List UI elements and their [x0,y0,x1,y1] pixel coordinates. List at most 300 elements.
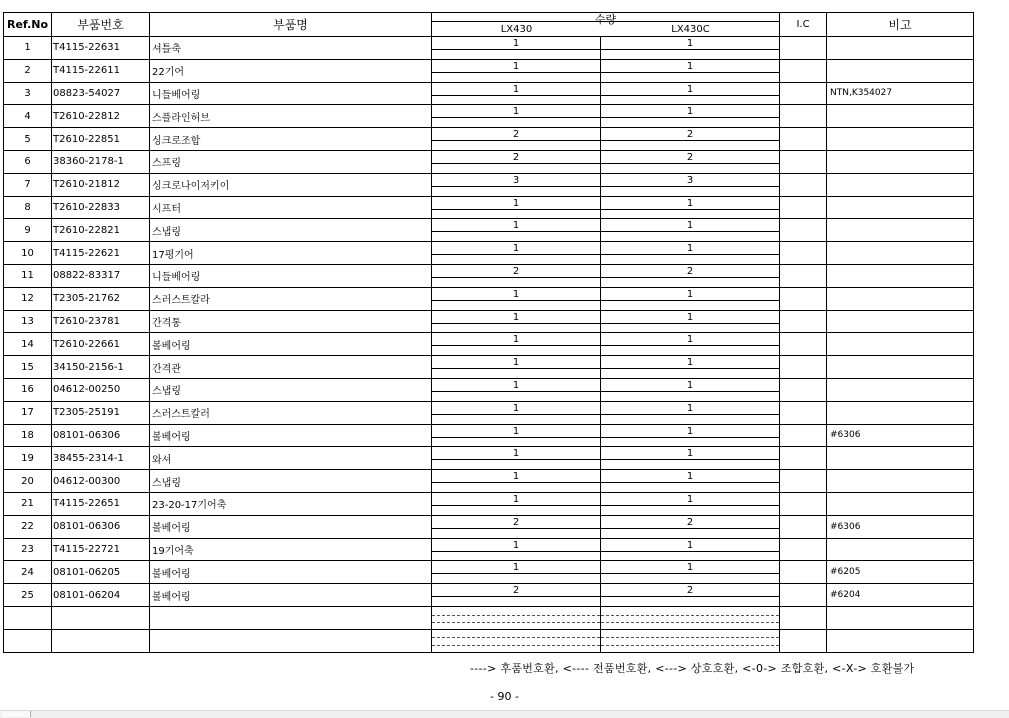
quantity-line [432,140,600,141]
qty-lx430c-cell [601,242,780,265]
qty-lx430-cell [432,150,601,173]
ic-cell [780,629,827,652]
part-number-cell: T2610-22661 [52,333,150,356]
quantity-line [432,323,600,324]
ref-no-cell: 21 [4,492,52,515]
qty-lx430c-cell-value: 1 [686,311,694,323]
note-cell: #6204 [827,584,974,607]
part-name-cell: 니들베어링 [150,264,432,287]
part-number-cell [52,606,150,629]
ref-no-cell: 8 [4,196,52,219]
qty-lx430-cell-value: 1 [512,448,520,460]
qty-lx430-cell-value: 1 [512,379,520,391]
note-cell [827,105,974,128]
blank-row [4,606,974,629]
quantity-line [601,345,779,346]
quantity-line [601,186,779,187]
qty-lx430-cell [432,606,601,629]
qty-lx430c-cell [601,333,780,356]
ic-cell [780,378,827,401]
header-model-lx430c: LX430C [671,24,710,35]
qty-lx430c-cell [601,561,780,584]
ref-no-cell: 12 [4,287,52,310]
qty-lx430c-cell [601,128,780,151]
note-cell [827,356,974,379]
part-name-cell: 볼베어링 [150,561,432,584]
note-cell [827,447,974,470]
qty-lx430-cell [432,333,601,356]
quantity-guide-line [601,645,779,646]
qty-lx430c-cell-value: 2 [686,516,694,528]
ref-no-cell: 1 [4,37,52,60]
qty-lx430c-cell-value: 1 [686,379,694,391]
qty-lx430-cell-value: 1 [512,197,520,209]
ic-cell [780,219,827,242]
part-name-cell: 17평기어 [150,242,432,265]
ref-no-cell: 16 [4,378,52,401]
part-number-cell: 08101-06306 [52,424,150,447]
note-cell [827,378,974,401]
quantity-line [432,482,600,483]
qty-lx430-cell-value: 1 [512,471,520,483]
ic-cell [780,538,827,561]
part-name-cell [150,606,432,629]
quantity-line [432,391,600,392]
quantity-line [432,459,600,460]
qty-lx430c-cell-value: 1 [686,471,694,483]
part-name-cell: 니들베어링 [150,82,432,105]
part-name-cell: 스냅링 [150,470,432,493]
header-part-number: 부품번호 [52,13,150,37]
part-name-cell: 스러스트칼러 [150,401,432,424]
part-number-cell: T4115-22621 [52,242,150,265]
header-ic: I.C [780,13,827,37]
ref-no-cell: 24 [4,561,52,584]
ref-no-cell: 17 [4,401,52,424]
header-ref-no: Ref.No [4,13,52,37]
ref-no-cell: 20 [4,470,52,493]
table-row [4,424,974,447]
ic-cell [780,333,827,356]
ref-no-cell: 13 [4,310,52,333]
part-number-cell: 08101-06205 [52,561,150,584]
qty-lx430-cell [432,242,601,265]
ic-cell [780,447,827,470]
ref-no-cell [4,606,52,629]
qty-lx430c-cell [601,447,780,470]
header-quantity-divider [432,21,779,22]
part-name-cell: 스냅링 [150,219,432,242]
part-number-cell: 08822-83317 [52,264,150,287]
ic-cell [780,310,827,333]
note-cell [827,150,974,173]
quantity-guide-line [432,645,600,646]
note-cell: #6205 [827,561,974,584]
quantity-line [432,277,600,278]
quantity-line [601,391,779,392]
part-name-cell: 와셔 [150,447,432,470]
header-note: 비고 [827,13,974,37]
note-cell [827,401,974,424]
part-name-cell: 스러스트칼라 [150,287,432,310]
qty-lx430c-cell-value: 1 [686,106,694,118]
qty-lx430-cell [432,561,601,584]
qty-lx430c-cell [601,37,780,60]
qty-lx430-cell-value: 1 [512,334,520,346]
table-row [4,287,974,310]
qty-lx430-cell [432,378,601,401]
note-cell: NTN,K354027 [827,82,974,105]
qty-lx430c-cell-value: 1 [686,243,694,255]
quantity-line [432,505,600,506]
ic-cell [780,356,827,379]
qty-lx430-cell-value: 2 [512,129,520,141]
ref-no-cell: 4 [4,105,52,128]
ic-cell [780,82,827,105]
note-cell: #6306 [827,515,974,538]
blank-row [4,629,974,652]
qty-lx430c-cell-value: 1 [686,83,694,95]
qty-lx430c-cell-value: 1 [686,493,694,505]
ic-cell [780,264,827,287]
note-cell [827,264,974,287]
qty-lx430c-cell [601,629,780,652]
part-name-cell: 볼베어링 [150,424,432,447]
header-part-name: 부품명 [150,13,432,37]
sheet-tab[interactable] [2,711,31,717]
ref-no-cell: 6 [4,150,52,173]
ref-no-cell [4,629,52,652]
qty-lx430c-cell-value: 2 [686,265,694,277]
quantity-line [601,551,779,552]
part-number-cell: T4115-22651 [52,492,150,515]
note-cell [827,333,974,356]
quantity-guide-line [432,637,600,638]
qty-lx430c-cell-value: 3 [686,174,694,186]
table-row [4,242,974,265]
quantity-line [601,300,779,301]
part-name-cell: 싱크로조합 [150,128,432,151]
ref-no-cell: 19 [4,447,52,470]
note-cell [827,173,974,196]
qty-lx430-cell [432,515,601,538]
qty-lx430c-cell [601,196,780,219]
part-name-cell: 19기어축 [150,538,432,561]
quantity-line [432,300,600,301]
ic-cell [780,59,827,82]
part-name-cell: 22기어 [150,59,432,82]
part-number-cell: T2305-25191 [52,401,150,424]
qty-lx430c-cell-value: 1 [686,562,694,574]
ref-no-cell: 9 [4,219,52,242]
table-row [4,59,974,82]
part-name-cell [150,629,432,652]
qty-lx430-cell [432,219,601,242]
qty-lx430c-cell-value: 2 [686,129,694,141]
table-row [4,37,974,60]
qty-lx430c-cell-value: 1 [686,425,694,437]
ic-cell [780,492,827,515]
table-header-row [4,13,974,37]
ref-no-cell: 2 [4,59,52,82]
quantity-line [432,551,600,552]
qty-lx430c-cell-value: 1 [686,38,694,49]
part-number-cell [52,629,150,652]
qty-lx430-cell-value: 1 [512,493,520,505]
part-number-cell: T4115-22611 [52,59,150,82]
ref-no-cell: 23 [4,538,52,561]
note-cell [827,242,974,265]
table-row [4,447,974,470]
qty-lx430c-cell-value: 1 [686,220,694,232]
ic-cell [780,196,827,219]
quantity-line [601,95,779,96]
table-row [4,105,974,128]
quantity-line [601,573,779,574]
part-number-cell: T4115-22721 [52,538,150,561]
quantity-line [601,231,779,232]
qty-lx430c-cell [601,173,780,196]
table-row [4,128,974,151]
qty-lx430c-cell-value: 1 [686,334,694,346]
qty-lx430-cell-value: 2 [512,585,520,597]
ic-cell [780,584,827,607]
qty-lx430c-cell [601,470,780,493]
part-number-cell: 04612-00300 [52,470,150,493]
ic-cell [780,424,827,447]
note-cell [827,219,974,242]
qty-lx430-cell [432,424,601,447]
quantity-line [432,72,600,73]
part-number-cell: 34150-2156-1 [52,356,150,379]
quantity-line [432,437,600,438]
table-row [4,470,974,493]
qty-lx430c-cell-value: 1 [686,197,694,209]
part-name-cell: 간격통 [150,310,432,333]
table-row [4,561,974,584]
parts-table [3,12,974,653]
part-name-cell: 스냅링 [150,378,432,401]
qty-lx430c-cell [601,105,780,128]
qty-lx430c-cell [601,378,780,401]
part-number-cell: 04612-00250 [52,378,150,401]
qty-lx430-cell-value: 1 [512,60,520,72]
table-row [4,173,974,196]
qty-lx430c-cell [601,401,780,424]
table-row [4,310,974,333]
quantity-line [601,528,779,529]
ic-cell [780,128,827,151]
note-cell [827,37,974,60]
table-row [4,401,974,424]
qty-lx430c-cell [601,150,780,173]
ic-cell [780,287,827,310]
qty-lx430-cell-value: 1 [512,220,520,232]
qty-lx430-cell-value: 1 [512,288,520,300]
qty-lx430-cell [432,310,601,333]
ic-cell [780,37,827,60]
ref-no-cell: 10 [4,242,52,265]
note-cell [827,59,974,82]
table-row [4,196,974,219]
quantity-line [432,186,600,187]
quantity-line [601,72,779,73]
part-number-cell: T2610-22812 [52,105,150,128]
qty-lx430c-cell [601,606,780,629]
qty-lx430c-cell [601,492,780,515]
qty-lx430c-cell [601,515,780,538]
table-row [4,333,974,356]
ic-cell [780,150,827,173]
header-model-lx430: LX430 [500,24,533,35]
note-cell [827,128,974,151]
quantity-line [601,140,779,141]
qty-lx430-cell-value: 1 [512,106,520,118]
quantity-guide-line [601,637,779,638]
qty-lx430-cell [432,401,601,424]
quantity-line [432,254,600,255]
ic-cell [780,173,827,196]
qty-lx430c-cell [601,584,780,607]
part-number-cell: 08823-54027 [52,82,150,105]
ref-no-cell: 11 [4,264,52,287]
qty-lx430-cell [432,492,601,515]
table-row [4,82,974,105]
qty-lx430-cell-value: 1 [512,539,520,551]
note-cell [827,606,974,629]
quantity-line [601,459,779,460]
qty-lx430c-cell [601,310,780,333]
qty-lx430-cell [432,196,601,219]
qty-lx430c-cell-value: 1 [686,60,694,72]
qty-lx430c-cell [601,219,780,242]
quantity-line [601,437,779,438]
ic-cell [780,606,827,629]
qty-lx430-cell-value: 1 [512,562,520,574]
qty-lx430-cell [432,173,601,196]
qty-lx430-cell-value: 1 [512,83,520,95]
part-name-cell: 간격관 [150,356,432,379]
header-quantity-label: 수량 [594,13,617,26]
qty-lx430c-cell-value: 1 [686,539,694,551]
qty-lx430c-cell-value: 1 [686,357,694,369]
ref-no-cell: 25 [4,584,52,607]
quantity-line [601,254,779,255]
qty-lx430-cell [432,470,601,493]
part-number-cell: T2610-21812 [52,173,150,196]
ic-cell [780,242,827,265]
quantity-guide-line [432,615,600,616]
ref-no-cell: 18 [4,424,52,447]
quantity-line [601,323,779,324]
qty-lx430c-cell [601,356,780,379]
part-name-cell: 스플라인허브 [150,105,432,128]
quantity-guide-line [432,622,600,623]
quantity-line [601,117,779,118]
ic-cell [780,561,827,584]
ref-no-cell: 3 [4,82,52,105]
qty-lx430-cell-value: 2 [512,151,520,163]
qty-lx430-cell [432,128,601,151]
quantity-line [432,345,600,346]
part-number-cell: T2610-22833 [52,196,150,219]
part-number-cell: 38360-2178-1 [52,150,150,173]
qty-lx430-cell-value: 1 [512,38,520,49]
note-cell [827,492,974,515]
qty-lx430-cell-value: 2 [512,516,520,528]
quantity-line [601,414,779,415]
quantity-line [432,573,600,574]
qty-lx430c-cell-value: 1 [686,402,694,414]
part-number-cell: T2610-22851 [52,128,150,151]
table-row [4,538,974,561]
note-cell [827,538,974,561]
qty-lx430c-cell-value: 1 [686,288,694,300]
ic-cell [780,515,827,538]
qty-lx430-cell [432,287,601,310]
table-row [4,264,974,287]
table-row [4,492,974,515]
part-name-cell: 23-20-17기어축 [150,492,432,515]
qty-lx430c-cell-value: 2 [686,151,694,163]
part-name-cell: 스프링 [150,150,432,173]
qty-lx430c-cell [601,82,780,105]
note-cell [827,287,974,310]
qty-lx430-cell [432,82,601,105]
ref-no-cell: 15 [4,356,52,379]
qty-lx430-cell [432,356,601,379]
quantity-line [601,209,779,210]
page-number: - 90 - [490,690,519,703]
quantity-line [601,482,779,483]
note-cell [827,196,974,219]
part-name-cell: 볼베어링 [150,584,432,607]
quantity-line [601,277,779,278]
interchange-legend: ----> 후품번호환, <---- 전품번호환, <---> 상호호환, <-0-> 조합호환, <-X-> 호환불가 [470,662,915,675]
quantity-line [432,231,600,232]
ref-no-cell: 14 [4,333,52,356]
quantity-line [432,368,600,369]
quantity-guide-line [601,615,779,616]
quantity-line [601,368,779,369]
ref-no-cell: 5 [4,128,52,151]
part-number-cell: 08101-06204 [52,584,150,607]
qty-lx430-cell-value: 3 [512,174,520,186]
ic-cell [780,105,827,128]
quantity-line [601,596,779,597]
qty-lx430-cell [432,264,601,287]
part-name-cell: 셔틀축 [150,37,432,60]
part-name-cell: 시프터 [150,196,432,219]
part-name-cell: 싱크로나이저키이 [150,173,432,196]
qty-lx430-cell-value: 2 [512,265,520,277]
qty-lx430-cell [432,105,601,128]
quantity-line [432,596,600,597]
qty-lx430c-cell [601,264,780,287]
ic-cell [780,470,827,493]
qty-lx430-cell [432,447,601,470]
ref-no-cell: 22 [4,515,52,538]
qty-lx430c-cell [601,287,780,310]
quantity-line [432,95,600,96]
qty-lx430c-cell-value: 1 [686,448,694,460]
ic-cell [780,401,827,424]
quantity-line [432,163,600,164]
qty-lx430c-cell [601,59,780,82]
table-row [4,584,974,607]
quantity-guide-line [601,622,779,623]
part-number-cell: T2610-22821 [52,219,150,242]
